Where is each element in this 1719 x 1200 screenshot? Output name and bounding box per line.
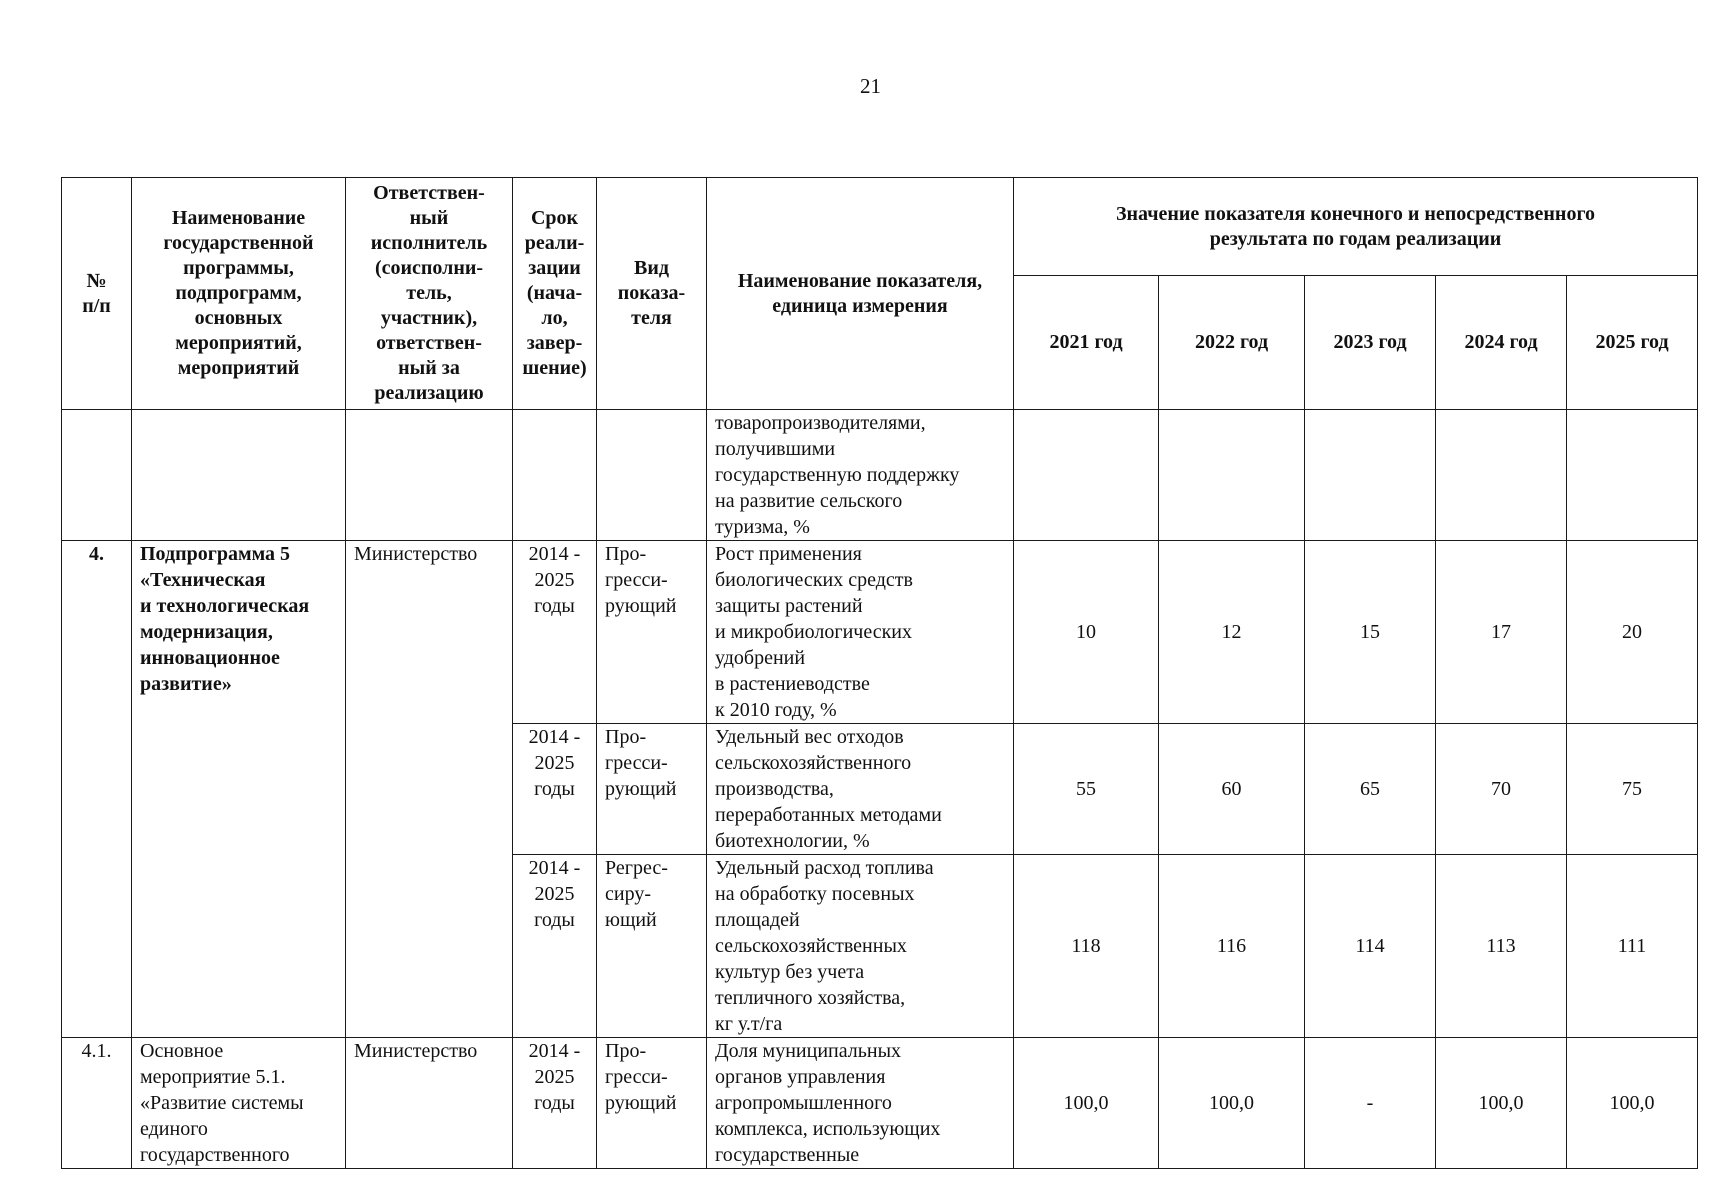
header-program-name: Наименование государственной программы, подпрограмм, основных мероприятий, мероприятий [132,178,346,410]
cell-executor [346,410,513,541]
cell-value-2024: 70 [1436,724,1567,855]
header-indicator-type: Вид показа- теля [597,178,707,410]
cell-program [132,410,346,541]
cell-indicator: Удельный расход топлива на обработку посевных площадей сельскохозяйственных культур без учета тепличного хозяйства, кг у.т/га [707,855,1014,1038]
cell-value-2025: 111 [1567,855,1698,1038]
page-number: 21 [860,74,881,98]
cell-value-2024: 100,0 [1436,1038,1567,1169]
table-row [62,541,1698,724]
indicators-table [61,177,1698,1169]
header-indicator-name: Наименование показателя, единица измерения [707,178,1014,410]
cell-indicator: товаропроизводителями, получившими государственную поддержку на развитие сельского туризма, % [707,410,1014,541]
cell-number: 4.1. [62,1038,132,1169]
cell-program: Подпрограмма 5 «Техническая и технологическая модернизация, инновационное развитие» [132,541,346,1038]
cell-value-2024: 113 [1436,855,1567,1038]
cell-type: Про- гресси- рующий [597,541,707,724]
cell-value-2023: 15 [1305,541,1436,724]
table-header-row [62,178,1698,276]
header-year-2021: 2021 год [1014,276,1159,410]
header-term: Срок реали- зации (нача- ло, завер- шение) [513,178,597,410]
cell-term: 2014 - 2025 годы [513,724,597,855]
cell-value-2025: 20 [1567,541,1698,724]
table-row [62,410,1698,541]
cell-value-2025: 75 [1567,724,1698,855]
cell-value-2024: 17 [1436,541,1567,724]
cell-value-2023 [1305,410,1436,541]
cell-term: 2014 - 2025 годы [513,855,597,1038]
header-year-2024: 2024 год [1436,276,1567,410]
cell-value-2022: 116 [1159,855,1305,1038]
cell-value-2022: 12 [1159,541,1305,724]
cell-type: Про- гресси- рующий [597,724,707,855]
cell-value-2022: 60 [1159,724,1305,855]
cell-value-2021 [1014,410,1159,541]
cell-indicator: Удельный вес отходов сельскохозяйственного производства, переработанных методами биотехнологии, % [707,724,1014,855]
header-year-2025: 2025 год [1567,276,1698,410]
cell-value-2023: 65 [1305,724,1436,855]
cell-value-2022: 100,0 [1159,1038,1305,1169]
cell-term: 2014 - 2025 годы [513,541,597,724]
cell-executor: Министерство [346,1038,513,1169]
cell-type: Про- гресси- рующий [597,1038,707,1169]
cell-value-2023: - [1305,1038,1436,1169]
cell-number: 4. [62,541,132,1038]
cell-program: Основное мероприятие 5.1. «Развитие системы единого государственного [132,1038,346,1169]
cell-term [513,410,597,541]
cell-value-2021: 55 [1014,724,1159,855]
cell-executor: Министерство [346,541,513,1038]
cell-value-2025 [1567,410,1698,541]
cell-value-2021: 100,0 [1014,1038,1159,1169]
cell-value-2021: 118 [1014,855,1159,1038]
cell-value-2023: 114 [1305,855,1436,1038]
header-year-2023: 2023 год [1305,276,1436,410]
table-row [62,1038,1698,1169]
header-number: № п/п [62,178,132,410]
cell-indicator: Рост применения биологических средств защиты растений и микробиологических удобрений в растениеводстве к 2010 году, % [707,541,1014,724]
cell-value-2021: 10 [1014,541,1159,724]
cell-value-2022 [1159,410,1305,541]
cell-term: 2014 - 2025 годы [513,1038,597,1169]
cell-value-2024 [1436,410,1567,541]
cell-value-2025: 100,0 [1567,1038,1698,1169]
header-executor: Ответствен- ный исполнитель (соисполни- тель, участник), ответствен- ный за реализацию [346,178,513,410]
cell-type [597,410,707,541]
cell-number [62,410,132,541]
cell-indicator: Доля муниципальных органов управления агропромышленного комплекса, использующих государственные [707,1038,1014,1169]
header-year-2022: 2022 год [1159,276,1305,410]
cell-type: Регрес- сиру- ющий [597,855,707,1038]
header-values-group: Значение показателя конечного и непосредственного результата по годам реализации [1014,178,1698,276]
